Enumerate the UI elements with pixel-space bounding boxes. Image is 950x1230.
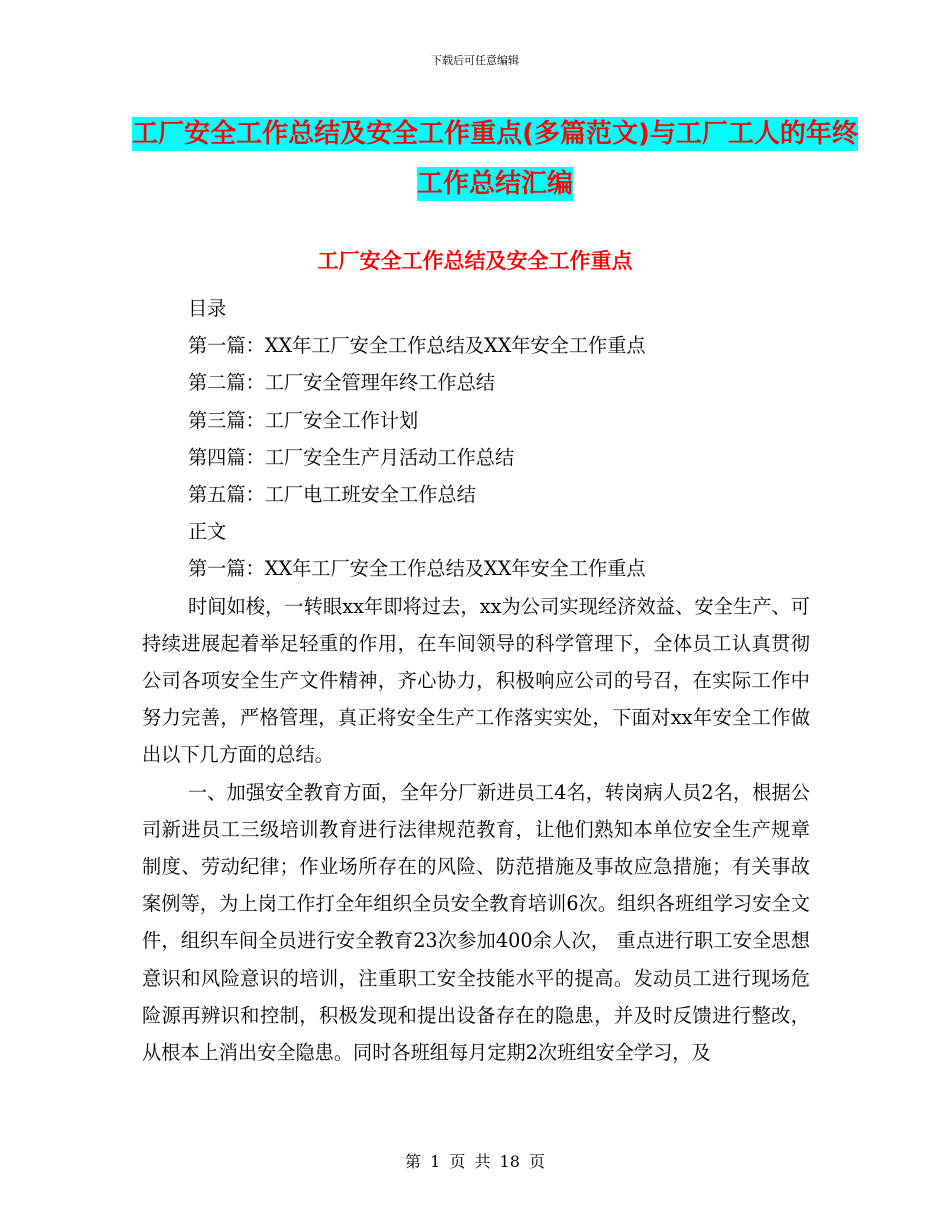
document-title	[120, 109, 870, 209]
document-body	[142, 290, 810, 1071]
paragraph-intro: 时间如梭，一转眼xx年即将过去，xx为公司实现经济效益、安全生产、可持续进展起着举足轻重的作用，在车间领导的科学管理下，全体员工认真贯彻公司各项安全生产文件精神，齐心协力，积极响应公司的号召，在实际工作中努力完善，严格管理，真正将安全生产工作落实实处，下面对xx年安全工作做出以下几方面的总结。	[142, 594, 810, 767]
section-title: 工厂安全工作总结及安全工作重点	[317, 249, 633, 273]
chapter-heading: 第一篇：XX年工厂安全工作总结及XX年安全工作重点	[188, 557, 646, 581]
page-number: 第 1 页 共 18 页	[405, 1152, 545, 1171]
toc-heading: 目录	[188, 297, 227, 320]
toc-item-4: 第四篇：工厂安全生产月活动工作总结	[188, 445, 515, 469]
page-header-note: 下载后可任意编辑	[431, 54, 519, 67]
paragraph-safety-education: 一、加强安全教育方面，全年分厂新进员工4名，转岗病人员2名，根据公司新进员工三级培训教育进行法律规范教育，让他们熟知本单位安全生产规章制度、劳动纪律；作业场所存在的风险、防范措施及事故应急措施；有关事故案例等，为上岗工作打全年组织全员安全教育培训6次。组织各班组学习安全文件，组织车间全员进行安全教育23次参加400余人次， 重点进行职工安全思想意识和风险意识的培训，注重职工安全技能水平的提高。发动员工进行现场危险源再辨识和控制，积极发现和提出设备存在的隐患，并及时反馈进行整改，从根本上消出安全隐患。同时各班组每月定期2次班组安全学习，及	[142, 780, 810, 1065]
document-title-text: 工厂安全工作总结及安全工作重点(多篇范文)与工厂工人的年终工作总结汇编	[132, 119, 858, 199]
toc-item-2: 第二篇：工厂安全管理年终工作总结	[188, 371, 495, 395]
toc-item-1: 第一篇：XX年工厂安全工作总结及XX年安全工作重点	[188, 334, 646, 358]
body-heading: 正文	[188, 520, 227, 544]
toc-item-5: 第五篇：工厂电工班安全工作总结	[188, 483, 476, 507]
toc-item-3: 第三篇：工厂安全工作计划	[188, 408, 419, 432]
